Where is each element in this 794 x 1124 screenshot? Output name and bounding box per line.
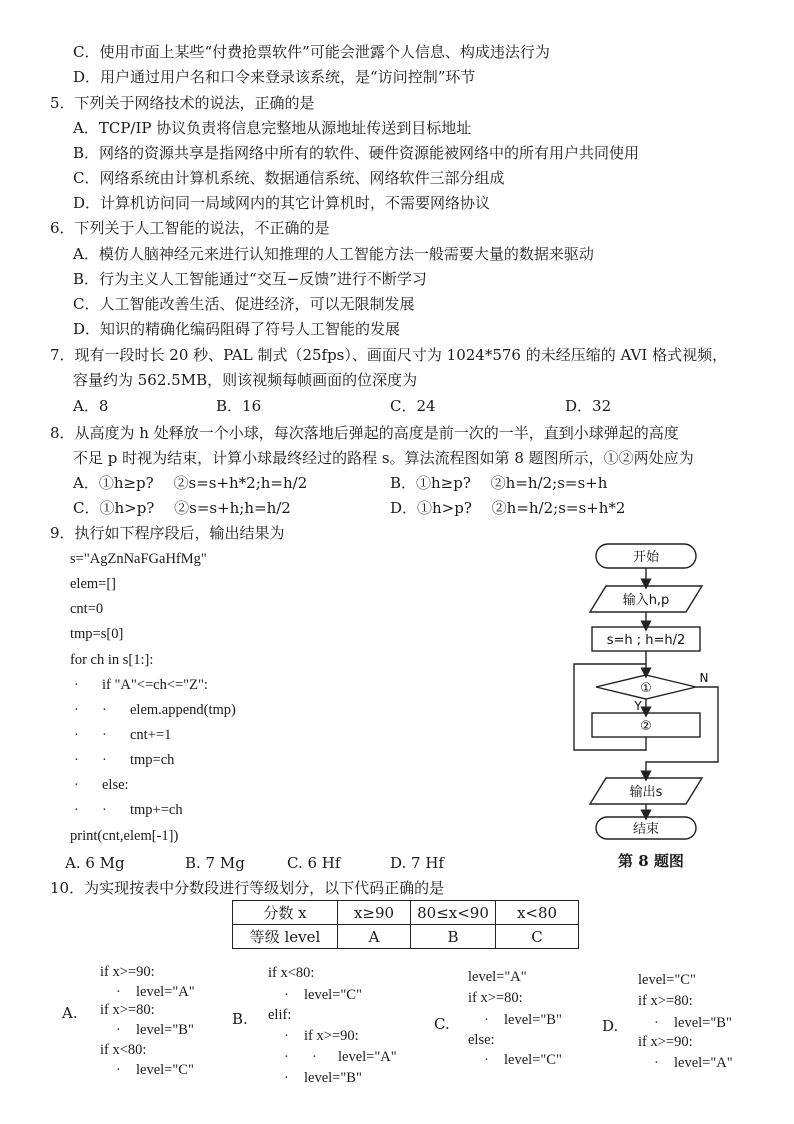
code-line: print(cnt,elem[-1]) xyxy=(70,828,179,844)
flow-output-label: 输出s xyxy=(629,785,663,800)
q6-option-a: A．模仿人脑神经元来进行认知推理的人工智能方法一般需要大量的数据来驱动 xyxy=(73,245,594,263)
code-line: if x>=90: xyxy=(638,1034,693,1050)
code-line: if x>=80: xyxy=(638,993,693,1009)
q8-option-c: C．①h>p? ②s=s+h;h=h/2 xyxy=(73,499,291,517)
code-line: if x>=80: xyxy=(468,990,523,1006)
table-cell: 80≤x<90 xyxy=(411,901,496,925)
code-line: · · level="A" xyxy=(284,1049,397,1065)
q5-stem: 5．下列关于网络技术的说法，正确的是 xyxy=(50,94,315,112)
code-line: · if "A"<=ch<="Z": xyxy=(74,677,208,693)
table-row xyxy=(233,925,579,949)
q10-option-d-label: D. xyxy=(602,1017,619,1035)
q7-stem-line2: 容量约为 562.5MB，则该视频每帧画面的位深度为 xyxy=(73,371,418,389)
table-row xyxy=(233,901,579,925)
q9-stem: 9．执行如下程序段后，输出结果为 xyxy=(50,524,285,542)
code-line: · level="C" xyxy=(484,1052,562,1068)
q5-option-a: A．TCP/IP 协议负责将信息完整地从源地址传送到目标地址 xyxy=(73,119,472,137)
q6-stem: 6．下列关于人工智能的说法，不正确的是 xyxy=(50,219,330,237)
code-line: · level="C" xyxy=(116,1062,194,1078)
table-cell: 分数 x xyxy=(233,901,338,925)
code-line: · · tmp=ch xyxy=(74,752,175,768)
q9-option-c: C. 6 Hf xyxy=(287,854,341,872)
q7-option-a: A．8 xyxy=(73,397,109,415)
q8-option-d: D．①h>p? ②h=h/2;s=s+h*2 xyxy=(390,499,626,517)
flow-body-label: ② xyxy=(640,719,652,734)
code-line: tmp=s[0] xyxy=(70,626,124,642)
q6-option-b: B．行为主义人工智能通过“交互−反馈”进行不断学习 xyxy=(73,270,427,288)
q9-option-d: D. 7 Hf xyxy=(390,854,444,872)
q7-option-b: B．16 xyxy=(216,397,262,415)
code-line: · else: xyxy=(74,777,129,793)
code-line: elem=[] xyxy=(70,576,117,592)
flow-condition-label: ① xyxy=(640,681,652,696)
code-line: · · elem.append(tmp) xyxy=(74,702,236,718)
code-line: · level="C" xyxy=(284,987,362,1003)
code-line: else: xyxy=(468,1032,495,1048)
code-line: · level="A" xyxy=(654,1055,733,1071)
table-cell: x<80 xyxy=(496,901,579,925)
code-line: · level="A" xyxy=(116,984,195,1000)
flow-exit-line xyxy=(646,687,718,776)
flowchart xyxy=(572,540,748,840)
table-cell: x≥90 xyxy=(338,901,411,925)
table-cell: C xyxy=(496,925,579,949)
code-line: if x>=80: xyxy=(100,1002,155,1018)
grade-table xyxy=(232,900,579,949)
table-cell: 等级 level xyxy=(233,925,338,949)
code-line: · level="B" xyxy=(654,1015,732,1031)
q8-stem-line2: 不足 p 时视为结束，计算小球最终经过的路程 s。算法流程图如第 8 题图所示，①②两处应为 xyxy=(73,449,694,467)
q9-option-b: B. 7 Mg xyxy=(185,854,245,872)
code-line: · level="B" xyxy=(484,1012,562,1028)
code-line: · · tmp+=ch xyxy=(74,802,183,818)
code-line: if x<80: xyxy=(100,1042,147,1058)
flow-input-label: 输入h,p xyxy=(622,593,670,608)
q6-option-c: C．人工智能改善生活、促进经济，可以无限制发展 xyxy=(73,295,415,313)
flow-start-label: 开始 xyxy=(632,550,660,565)
code-line: · level="B" xyxy=(284,1070,362,1086)
code-line: · if x>=90: xyxy=(284,1028,359,1044)
code-line: cnt=0 xyxy=(70,601,104,617)
flowchart-caption: 第 8 题图 xyxy=(618,852,684,870)
code-line: for ch in s[1:]: xyxy=(70,652,154,668)
q7-stem-line1: 7．现有一段时长 20 秒、PAL 制式（25fps）、画面尺寸为 1024*576 的未经压缩的 AVI 格式视频， xyxy=(50,346,728,364)
q7-option-c: C．24 xyxy=(390,397,436,415)
code-line: elif: xyxy=(268,1007,292,1023)
q4-option-c: C．使用市面上某些“付费抢票软件”可能会泄露个人信息、构成违法行为 xyxy=(73,43,550,61)
flow-no-label: N xyxy=(699,671,709,685)
code-line: level="C" xyxy=(638,972,696,988)
table-cell: B xyxy=(411,925,496,949)
flow-init-label: s=h ; h=h/2 xyxy=(606,633,686,648)
q7-option-d: D．32 xyxy=(565,397,612,415)
table-cell: A xyxy=(338,925,411,949)
q4-option-d: D．用户通过用户名和口令来登录该系统，是“访问控制”环节 xyxy=(73,68,476,86)
q8-option-a: A．①h≥p? ②s=s+h*2;h=h/2 xyxy=(73,474,308,492)
q10-option-c-label: C. xyxy=(434,1015,450,1033)
code-line: if x<80: xyxy=(268,965,315,981)
code-line: level="A" xyxy=(468,969,527,985)
q5-option-b: B．网络的资源共享是指网络中所有的软件、硬件资源能被网络中的所有用户共同使用 xyxy=(73,144,640,162)
flow-yes-label: Y xyxy=(634,699,642,713)
q9-option-a: A. 6 Mg xyxy=(65,854,125,872)
q5-option-d: D．计算机访问同一局域网内的其它计算机时，不需要网络协议 xyxy=(73,194,491,212)
q10-option-b-label: B. xyxy=(232,1010,248,1028)
code-line: if x>=90: xyxy=(100,964,155,980)
code-line: s="AgZnNaFGaHfMg" xyxy=(70,551,207,567)
code-line: · · cnt+=1 xyxy=(74,727,172,743)
q5-option-c: C．网络系统由计算机系统、数据通信系统、网络软件三部分组成 xyxy=(73,169,505,187)
q6-option-d: D．知识的精确化编码阻碍了符号人工智能的发展 xyxy=(73,320,401,338)
flow-end-label: 结束 xyxy=(632,822,660,837)
q10-option-a-label: A. xyxy=(62,1004,78,1022)
code-line: · level="B" xyxy=(116,1022,194,1038)
q8-stem-line1: 8．从高度为 h 处释放一个小球，每次落地后弹起的高度是前一次的一半，直到小球弹起的高度 xyxy=(50,424,679,442)
q8-option-b: B．①h≥p? ②h=h/2;s=s+h xyxy=(390,474,608,492)
q10-stem: 10．为实现按表中分数段进行等级划分，以下代码正确的是 xyxy=(50,879,445,897)
